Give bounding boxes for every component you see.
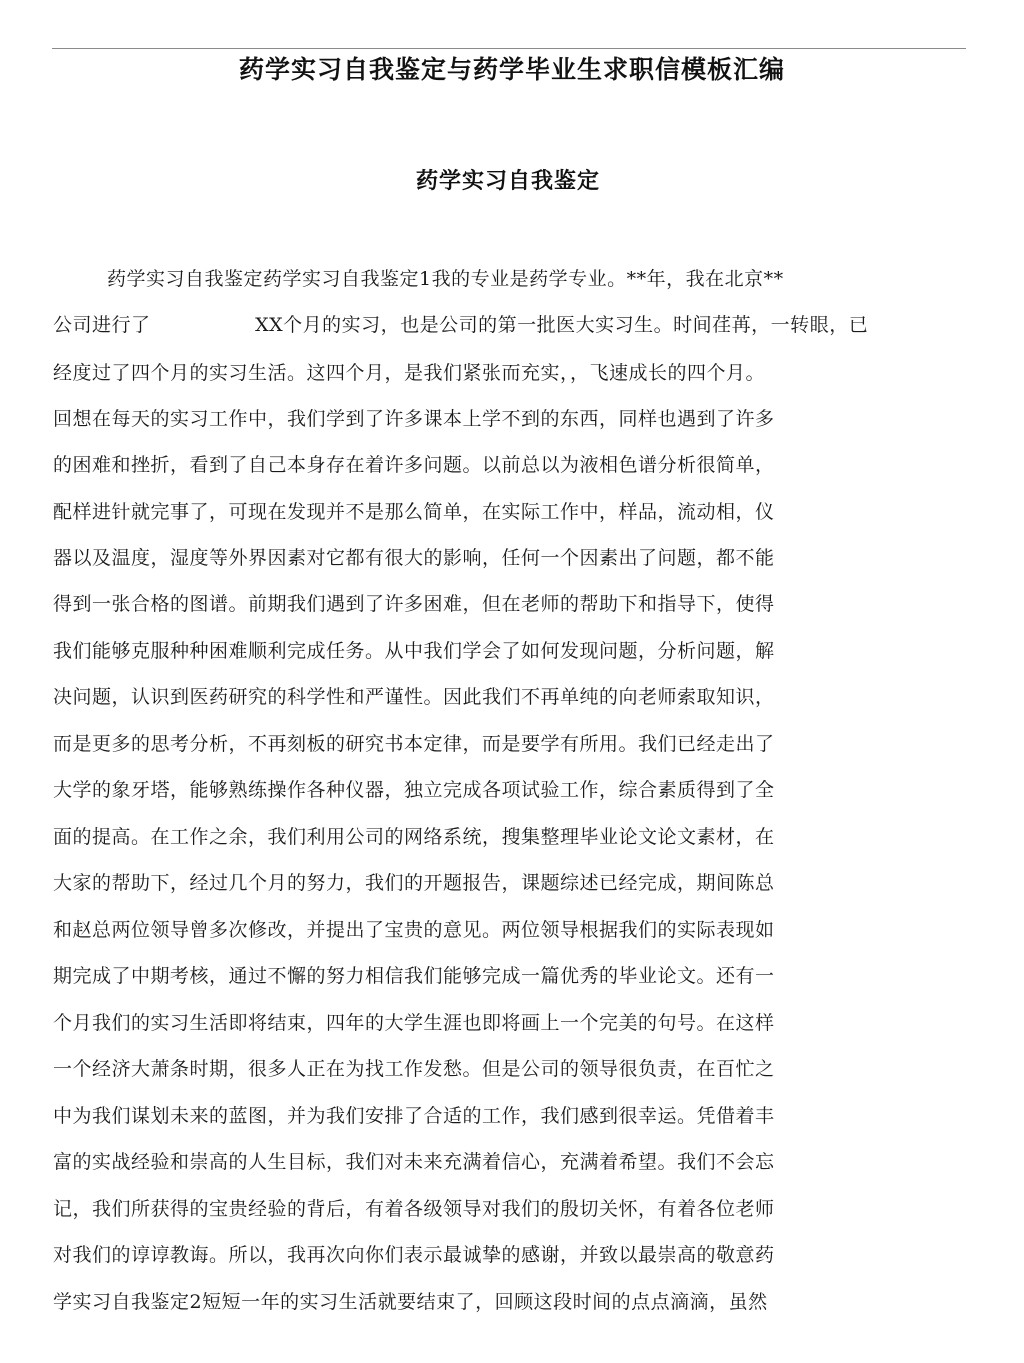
body-line: 一个经济大萧条时期，很多人正在为找工作发愁。但是公司的领导很负责，在百忙之 <box>53 1058 775 1080</box>
document-title: 药学实习自我鉴定与药学毕业生求职信模板汇编 <box>238 55 785 84</box>
body-line: 中为我们谋划未来的蓝图，并为我们安排了合适的工作，我们感到很幸运。凭借着丰 <box>53 1105 775 1127</box>
section-title: 药学实习自我鉴定 <box>415 169 600 194</box>
body-line: 的困难和挫折，看到了自己本身存在着许多问题。以前总以为液相色谱分析很简单， <box>53 454 775 476</box>
body-line: 期完成了中期考核，通过不懈的努力相信我们能够完成一篇优秀的毕业论文。还有一 <box>53 965 775 987</box>
body-line: 药学实习自我鉴定药学实习自我鉴定1我的专业是药学专业。**年，我在北京** <box>107 268 784 290</box>
body-line: 得到一张合格的图谱。前期我们遇到了许多困难，但在老师的帮助下和指导下，使得 <box>53 593 775 615</box>
body-line: 大家的帮助下，经过几个月的努力，我们的开题报告，课题综述已经完成，期间陈总 <box>53 872 775 894</box>
body-line: 我们能够克服种种困难顺利完成任务。从中我们学会了如何发现问题，分析问题，解 <box>53 640 775 662</box>
body-line: 配样进针就完事了，可现在发现并不是那么简单，在实际工作中，样品，流动相，仪 <box>53 501 775 523</box>
header-rule <box>52 48 966 49</box>
body-line: 记，我们所获得的宝贵经验的背后，有着各级领导对我们的殷切关怀，有着各位老师 <box>53 1198 775 1220</box>
body-line: 学实习自我鉴定2短短一年的实习生活就要结束了，回顾这段时间的点点滴滴，虽然 <box>53 1291 768 1313</box>
body-line: 而是更多的思考分析，不再刻板的研究书本定律，而是要学有所用。我们已经走出了 <box>53 733 775 755</box>
body-line: 富的实战经验和崇高的人生目标，我们对未来充满着信心，充满着希望。我们不会忘 <box>53 1151 775 1173</box>
body-line: 和赵总两位领导曾多次修改，并提出了宝贵的意见。两位领导根据我们的实际表现如 <box>53 919 775 941</box>
body-line: 对我们的谆谆教诲。所以，我再次向你们表示最诚挚的感谢，并致以最崇高的敬意药 <box>53 1244 775 1266</box>
body-line: 经度过了四个月的实习生活。这四个月，是我们紧张而充实，，飞速成长的四个月。 <box>53 362 766 384</box>
body-line: 大学的象牙塔，能够熟练操作各种仪器，独立完成各项试验工作，综合素质得到了全 <box>53 779 775 801</box>
body-line: 公司进行了 XX个月的实习，也是公司的第一批医大实习生。时间荏苒，一转眼，已 <box>53 314 869 336</box>
body-line: 面的提高。在工作之余，我们利用公司的网络系统，搜集整理毕业论文论文素材，在 <box>53 826 775 848</box>
body-line: 器以及温度，湿度等外界因素对它都有很大的影响，任何一个因素出了问题，都不能 <box>53 547 775 569</box>
body-line: 个月我们的实习生活即将结束，四年的大学生涯也即将画上一个完美的句号。在这样 <box>53 1012 775 1034</box>
body-line: 决问题，认识到医药研究的科学性和严谨性。因此我们不再单纯的向老师索取知识， <box>53 686 775 708</box>
body-line: 回想在每天的实习工作中，我们学到了许多课本上学不到的东西，同样也遇到了许多 <box>53 408 775 430</box>
